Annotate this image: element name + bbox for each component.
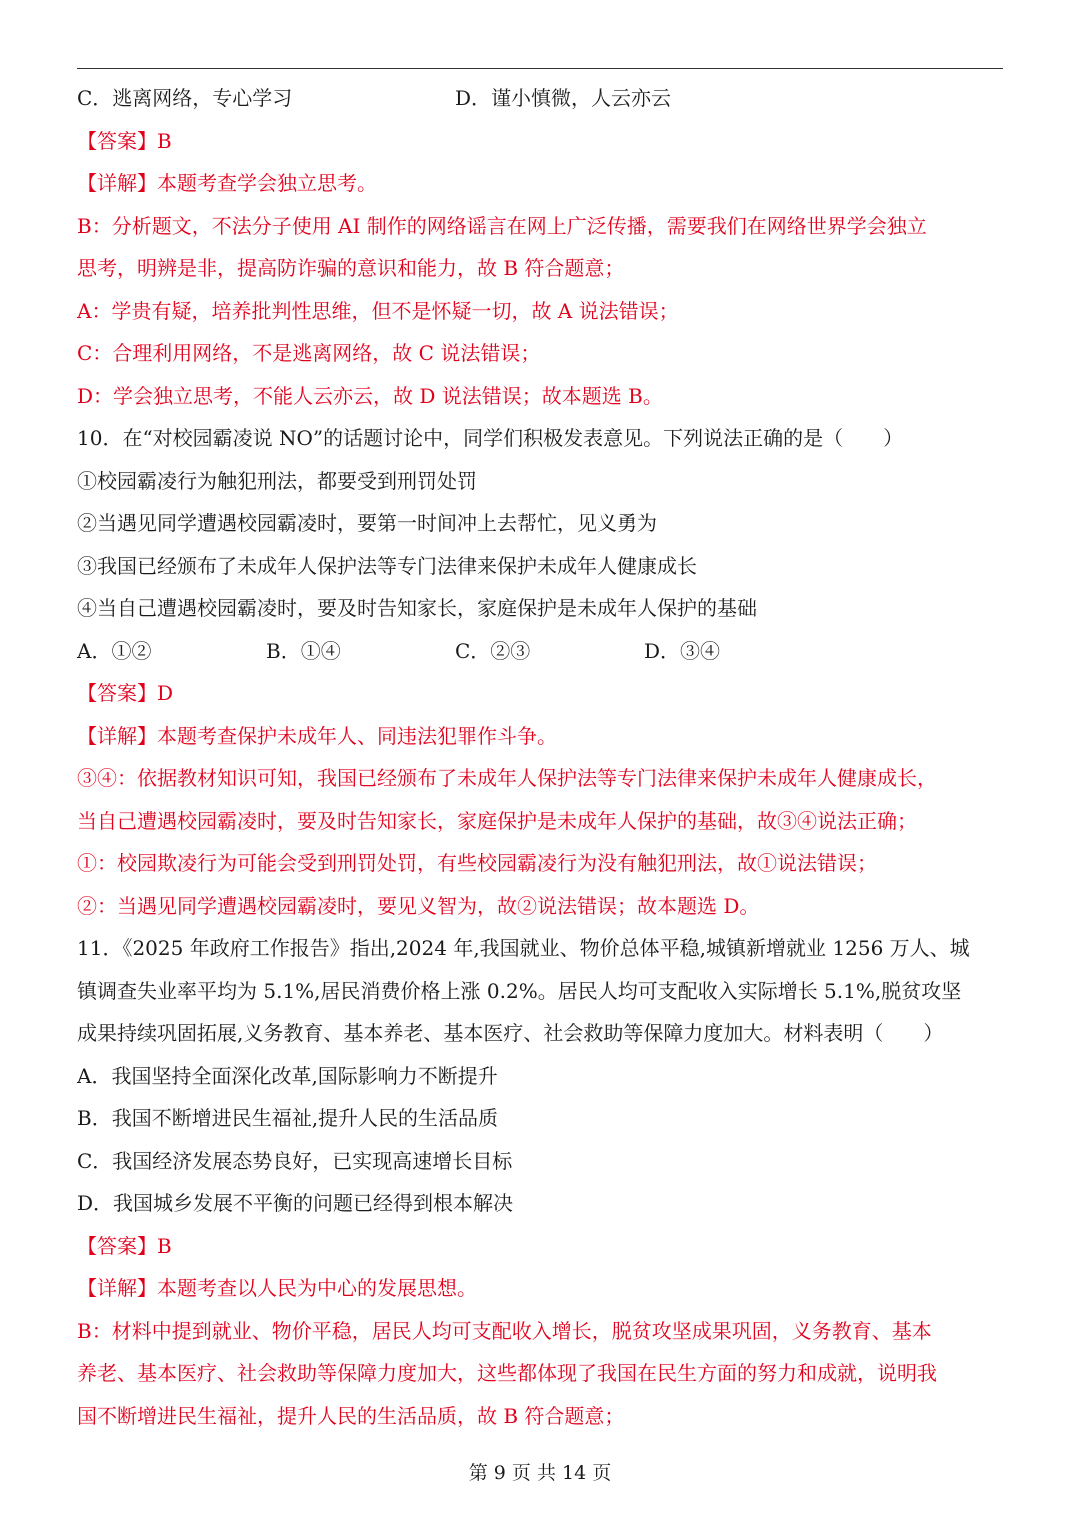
q10-option-a: A．①②: [77, 639, 152, 663]
q11-detail-line: 国不断增进民生福祉，提升人民的生活品质，故 B 符合题意；: [77, 1404, 625, 1428]
q11-option-d: D．我国城乡发展不平衡的问题已经得到根本解决: [77, 1191, 514, 1215]
q9-detail-line: B：分析题文，不法分子使用 AI 制作的网络谣言在网上广泛传播，需要我们在网络世界学会独立: [77, 214, 927, 238]
page-footer: 第 9 页 共 14 页: [468, 1462, 612, 1484]
q11-detail-line: 【详解】本题考查以人民为中心的发展思想。: [77, 1276, 477, 1300]
q9-detail-line: 思考，明辨是非，提高防诈骗的意识和能力，故 B 符合题意；: [77, 256, 625, 280]
q9-detail-line: D：学会独立思考，不能人云亦云，故 D 说法错误；故本题选 B。: [77, 384, 663, 408]
q10-detail-line: ③④：依据教材知识可知，我国已经颁布了未成年人保护法等专门法律来保护未成年人健康成长，: [77, 766, 937, 790]
q10-detail-line: ②：当遇见同学遭遇校园霸凌时，要见义智为，故②说法错误；故本题选 D。: [77, 894, 760, 918]
q10-item: ④当自己遭遇校园霸凌时，要及时告知家长，家庭保护是未成年人保护的基础: [77, 596, 757, 620]
q9-answer: 【答案】B: [77, 129, 172, 153]
header-rule: [77, 68, 1003, 69]
q9-detail-line: A：学贵有疑，培养批判性思维，但不是怀疑一切，故 A 说法错误；: [77, 299, 679, 323]
q11-stem-line: 镇调查失业率平均为 5.1%,居民消费价格上涨 0.2%。居民人均可支配收入实际增长 5.1%,脱贫攻坚: [77, 979, 962, 1003]
q10-stem: 10．在“对校园霸凌说 NO”的话题讨论中，同学们积极发表意见。下列说法正确的是（ ）: [77, 426, 904, 450]
q9-option-d: D．谨小慎微，人云亦云: [455, 86, 672, 110]
q10-option-c: C．②③: [455, 639, 531, 663]
q11-option-a: A．我国坚持全面深化改革,国际影响力不断提升: [77, 1064, 498, 1088]
q10-detail-line: 当自己遭遇校园霸凌时，要及时告知家长，家庭保护是未成年人保护的基础，故③④说法正确；: [77, 809, 917, 833]
q10-detail-line: ①：校园欺凌行为可能会受到刑罚处罚，有些校园霸凌行为没有触犯刑法，故①说法错误；: [77, 851, 877, 875]
q10-item: ②当遇见同学遭遇校园霸凌时，要第一时间冲上去帮忙，见义勇为: [77, 511, 657, 535]
q11-answer: 【答案】B: [77, 1234, 172, 1258]
q10-item: ③我国已经颁布了未成年人保护法等专门法律来保护未成年人健康成长: [77, 554, 697, 578]
q11-stem-line: 成果持续巩固拓展,义务教育、基本养老、基本医疗、社会救助等保障力度加大。材料表明（ ）: [77, 1021, 944, 1045]
q10-detail-line: 【详解】本题考查保护未成年人、同违法犯罪作斗争。: [77, 724, 557, 748]
q9-option-c: C．逃离网络，专心学习: [77, 86, 293, 110]
q11-stem-line: 11．《2025 年政府工作报告》指出,2024 年,我国就业、物价总体平稳,城镇新增就业 1256 万人、城: [77, 936, 970, 960]
q11-option-c: C．我国经济发展态势良好，已实现高速增长目标: [77, 1149, 513, 1173]
q10-answer: 【答案】D: [77, 681, 174, 705]
q10-option-d: D．③④: [644, 639, 721, 663]
q11-detail-line: 养老、基本医疗、社会救助等保障力度加大，这些都体现了我国在民生方面的努力和成就，说明我: [77, 1361, 937, 1385]
q10-option-b: B．①④: [266, 639, 341, 663]
q11-detail-line: B：材料中提到就业、物价平稳，居民人均可支配收入增长，脱贫攻坚成果巩固，义务教育、基本: [77, 1319, 932, 1343]
q11-option-b: B．我国不断增进民生福祉,提升人民的生活品质: [77, 1106, 499, 1130]
q9-detail-line: 【详解】本题考查学会独立思考。: [77, 171, 377, 195]
q9-detail-line: C：合理利用网络，不是逃离网络，故 C 说法错误；: [77, 341, 541, 365]
q10-item: ①校园霸凌行为触犯刑法，都要受到刑罚处罚: [77, 469, 477, 493]
